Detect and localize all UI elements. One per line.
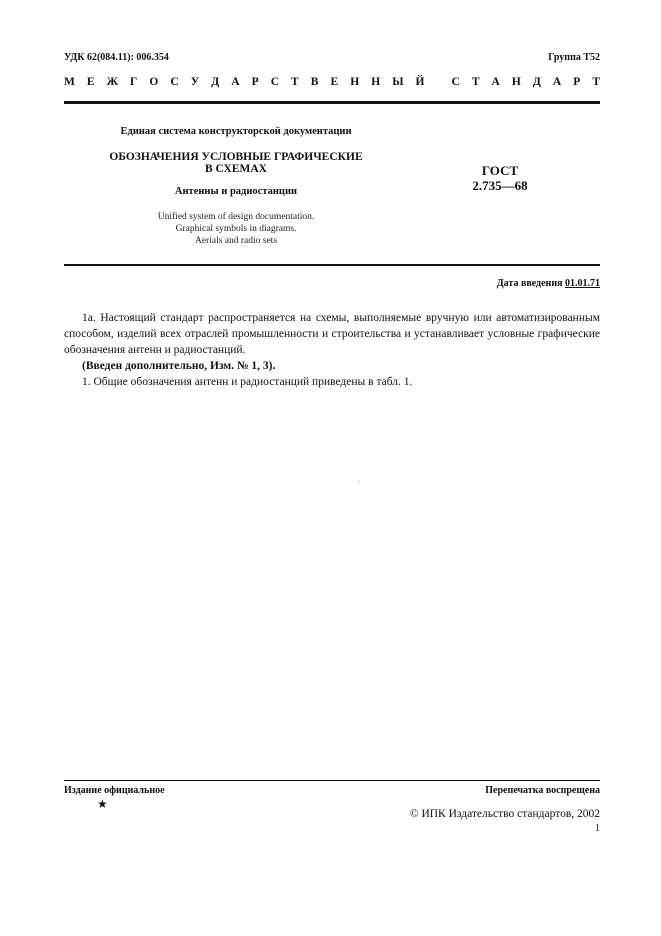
standard-letter: Р	[573, 76, 581, 88]
group-code: Группа Т52	[548, 52, 600, 63]
intro-date-value: 01.01.71	[565, 278, 600, 289]
interstate-letter: Е	[330, 76, 339, 88]
star-icon: ★	[97, 797, 108, 811]
footer-rule	[64, 780, 600, 781]
paragraph-1a: 1а. Настоящий стандарт распространяется на схемы, выполняемые вручную или автоматизированным способом, изделий всех отраслей промышленности и строительства и устанавливает условные графические обозначения антенн и радиостанций.	[64, 312, 600, 356]
udk-code: УДК 62(084.11): 006.354	[64, 52, 169, 63]
interstate-letter: С	[170, 76, 179, 88]
reprint-prohibited: Перепечатка воспрещена	[485, 785, 600, 796]
title-rule	[64, 264, 600, 266]
amendment-note: (Введен дополнительно, Изм. № 1, 3).	[82, 360, 276, 372]
interstate-letter: Ы	[392, 76, 404, 88]
standard-letter: А	[491, 76, 500, 88]
interstate-letter: В	[310, 76, 319, 88]
gost-label: ГОСТ	[481, 163, 519, 178]
gost-number: 2.735—68	[472, 178, 528, 193]
standard-letter: С	[451, 76, 460, 88]
interstate-letter: С	[270, 76, 279, 88]
english-title-line-3: Aerials and radio sets	[194, 236, 278, 246]
system-name: Единая система конструкторской документации	[120, 126, 352, 137]
intro-date-label: Дата введения	[496, 278, 563, 289]
english-title-line-2: Graphical symbols in diagrams.	[175, 224, 297, 234]
english-title	[64, 211, 408, 247]
interstate-letter: Н	[371, 76, 381, 88]
english-title-line-1: Unified system of design documentation.	[157, 212, 315, 222]
interstate-letter: А	[231, 76, 240, 88]
interstate-letter: Е	[86, 76, 95, 88]
gost-designation	[430, 163, 570, 193]
scan-speck	[359, 481, 360, 482]
interstate-letter: О	[149, 76, 159, 88]
interstate-letter: Д	[211, 76, 220, 88]
page-number: 1	[595, 823, 600, 834]
copyright: © ИПК Издательство стандартов, 2002	[409, 808, 600, 820]
document-subtitle: Антенны и радиостанции	[174, 186, 298, 197]
interstate-letter: Т	[291, 76, 299, 88]
standard-letter: Т	[471, 76, 480, 88]
interstate-letter: Г	[130, 76, 138, 88]
document-title	[64, 151, 408, 175]
interstate-letter: М	[64, 76, 75, 88]
standard-letter: Т	[592, 76, 600, 88]
title-line-1: ОБОЗНАЧЕНИЯ УСЛОВНЫЕ ГРАФИЧЕСКИЕ	[109, 151, 363, 163]
standard-letter: Д	[532, 76, 541, 88]
standard-letter: А	[552, 76, 562, 88]
standard-letter: Н	[511, 76, 521, 88]
interstate-letter: Ж	[106, 76, 118, 88]
interstate-letter: Й	[415, 76, 425, 88]
header-rule	[64, 101, 600, 104]
introduction-date	[497, 278, 600, 289]
paragraph-1: 1. Общие обозначения антенн и радиостанций приведены в табл. 1.	[82, 376, 413, 388]
official-edition: Издание официальное	[64, 785, 165, 796]
interstate-letter: Н	[350, 76, 360, 88]
interstate-standard-heading	[64, 76, 600, 88]
body-text	[64, 310, 600, 390]
word-gap	[437, 76, 440, 88]
title-line-2: В СХЕМАХ	[205, 163, 267, 175]
interstate-letter: Р	[251, 76, 259, 88]
interstate-letter: У	[190, 76, 200, 88]
